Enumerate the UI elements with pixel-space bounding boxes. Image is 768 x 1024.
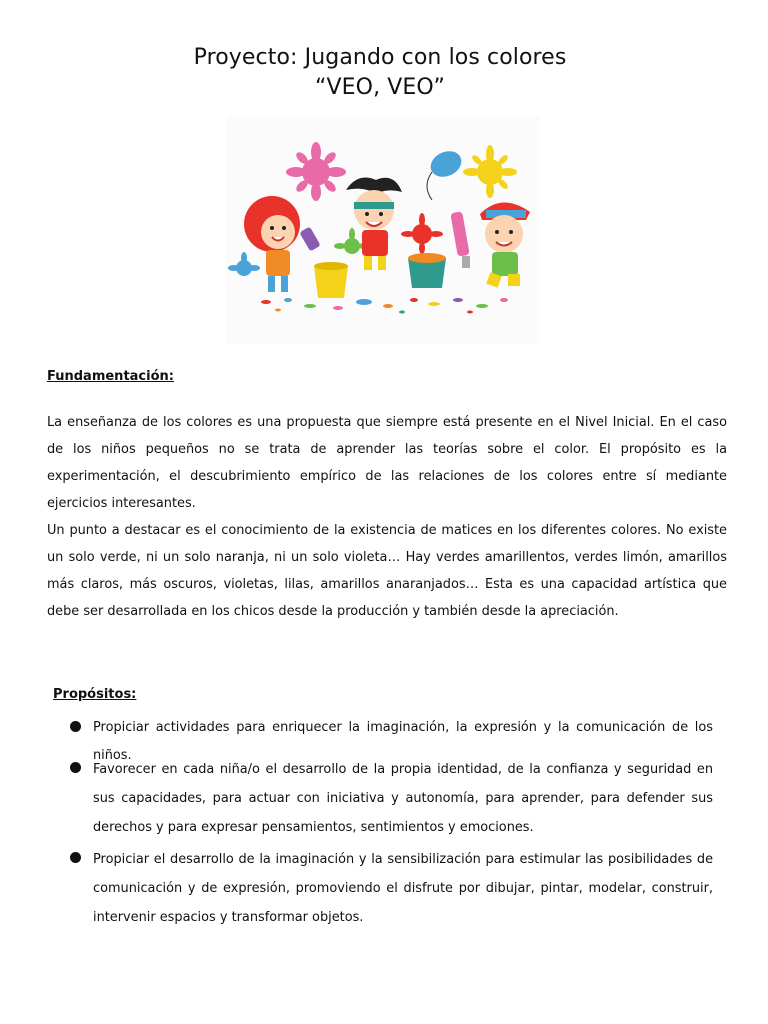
list-item <box>93 755 713 842</box>
bullet-icon <box>70 762 81 773</box>
child-right <box>480 202 530 287</box>
child-left <box>244 196 300 292</box>
fundamentacion-heading: Fundamentación: <box>47 369 174 384</box>
yellow-bucket <box>314 262 348 298</box>
balloon <box>426 146 465 200</box>
document-subtitle: “VEO, VEO” <box>315 75 445 100</box>
list-item-text: Favorecer en cada niña/o el desarrollo de la propia identidad, de la confianza y seguridad en sus capacidades, para actuar con iniciativa y autonomía, para aprender, para defender sus derechos y para expresar pensamientos, sentimientos y emociones. <box>93 762 713 835</box>
red-splash <box>401 213 443 254</box>
fundamentacion-paragraph-1: La enseñanza de los colores es una propuesta que siempre está presente en el Nivel Inicial. En el caso de los niños pequeños no se trata de aprender las teorías sobre el color. El propósito es la experimentación, el descubrimiento empírico de las relaciones de los colores entre sí mediante ejercicios interesantes. <box>47 415 727 511</box>
fundamentacion-paragraph-2: Un punto a destacar es el conocimiento de la existencia de matices en los diferentes colores. No existe un solo verde, ni un solo naranja, ni un solo violeta… Hay verdes amarillentos, verdes limón, amarillos más claros, más oscuros, violetas, lilas, amarillos anaranjados… Esta es una capacidad artística que debe ser desarrollada en los chicos desde la producción y también desde la apreciación. <box>47 523 727 619</box>
document-title: Proyecto: Jugando con los colores <box>193 45 567 70</box>
bullet-icon <box>70 721 81 732</box>
pink-splash <box>286 142 346 201</box>
paint-tube <box>450 211 470 268</box>
child-middle <box>346 178 402 270</box>
list-item <box>93 845 713 932</box>
blue-splash <box>228 252 260 276</box>
list-item-text: Propiciar el desarrollo de la imaginación y la sensibilización para estimular las posibilidades de comunicación y de expresión, promoviendo el disfrute por dibujar, pintar, modelar, construir, intervenir espacios y transformar objetos. <box>93 852 713 925</box>
paint-drops <box>261 298 508 314</box>
children-painting-illustration <box>226 116 540 344</box>
teal-bucket <box>408 253 446 288</box>
propositos-heading: Propósitos: <box>53 687 137 702</box>
spray-can <box>299 226 320 251</box>
illustration-graphic <box>226 116 540 344</box>
bullet-icon <box>70 852 81 863</box>
yellow-splash <box>463 145 517 198</box>
list-item-text: Propiciar actividades para enriquecer la imaginación, la expresión y la comunicación de los niños. <box>93 720 713 763</box>
